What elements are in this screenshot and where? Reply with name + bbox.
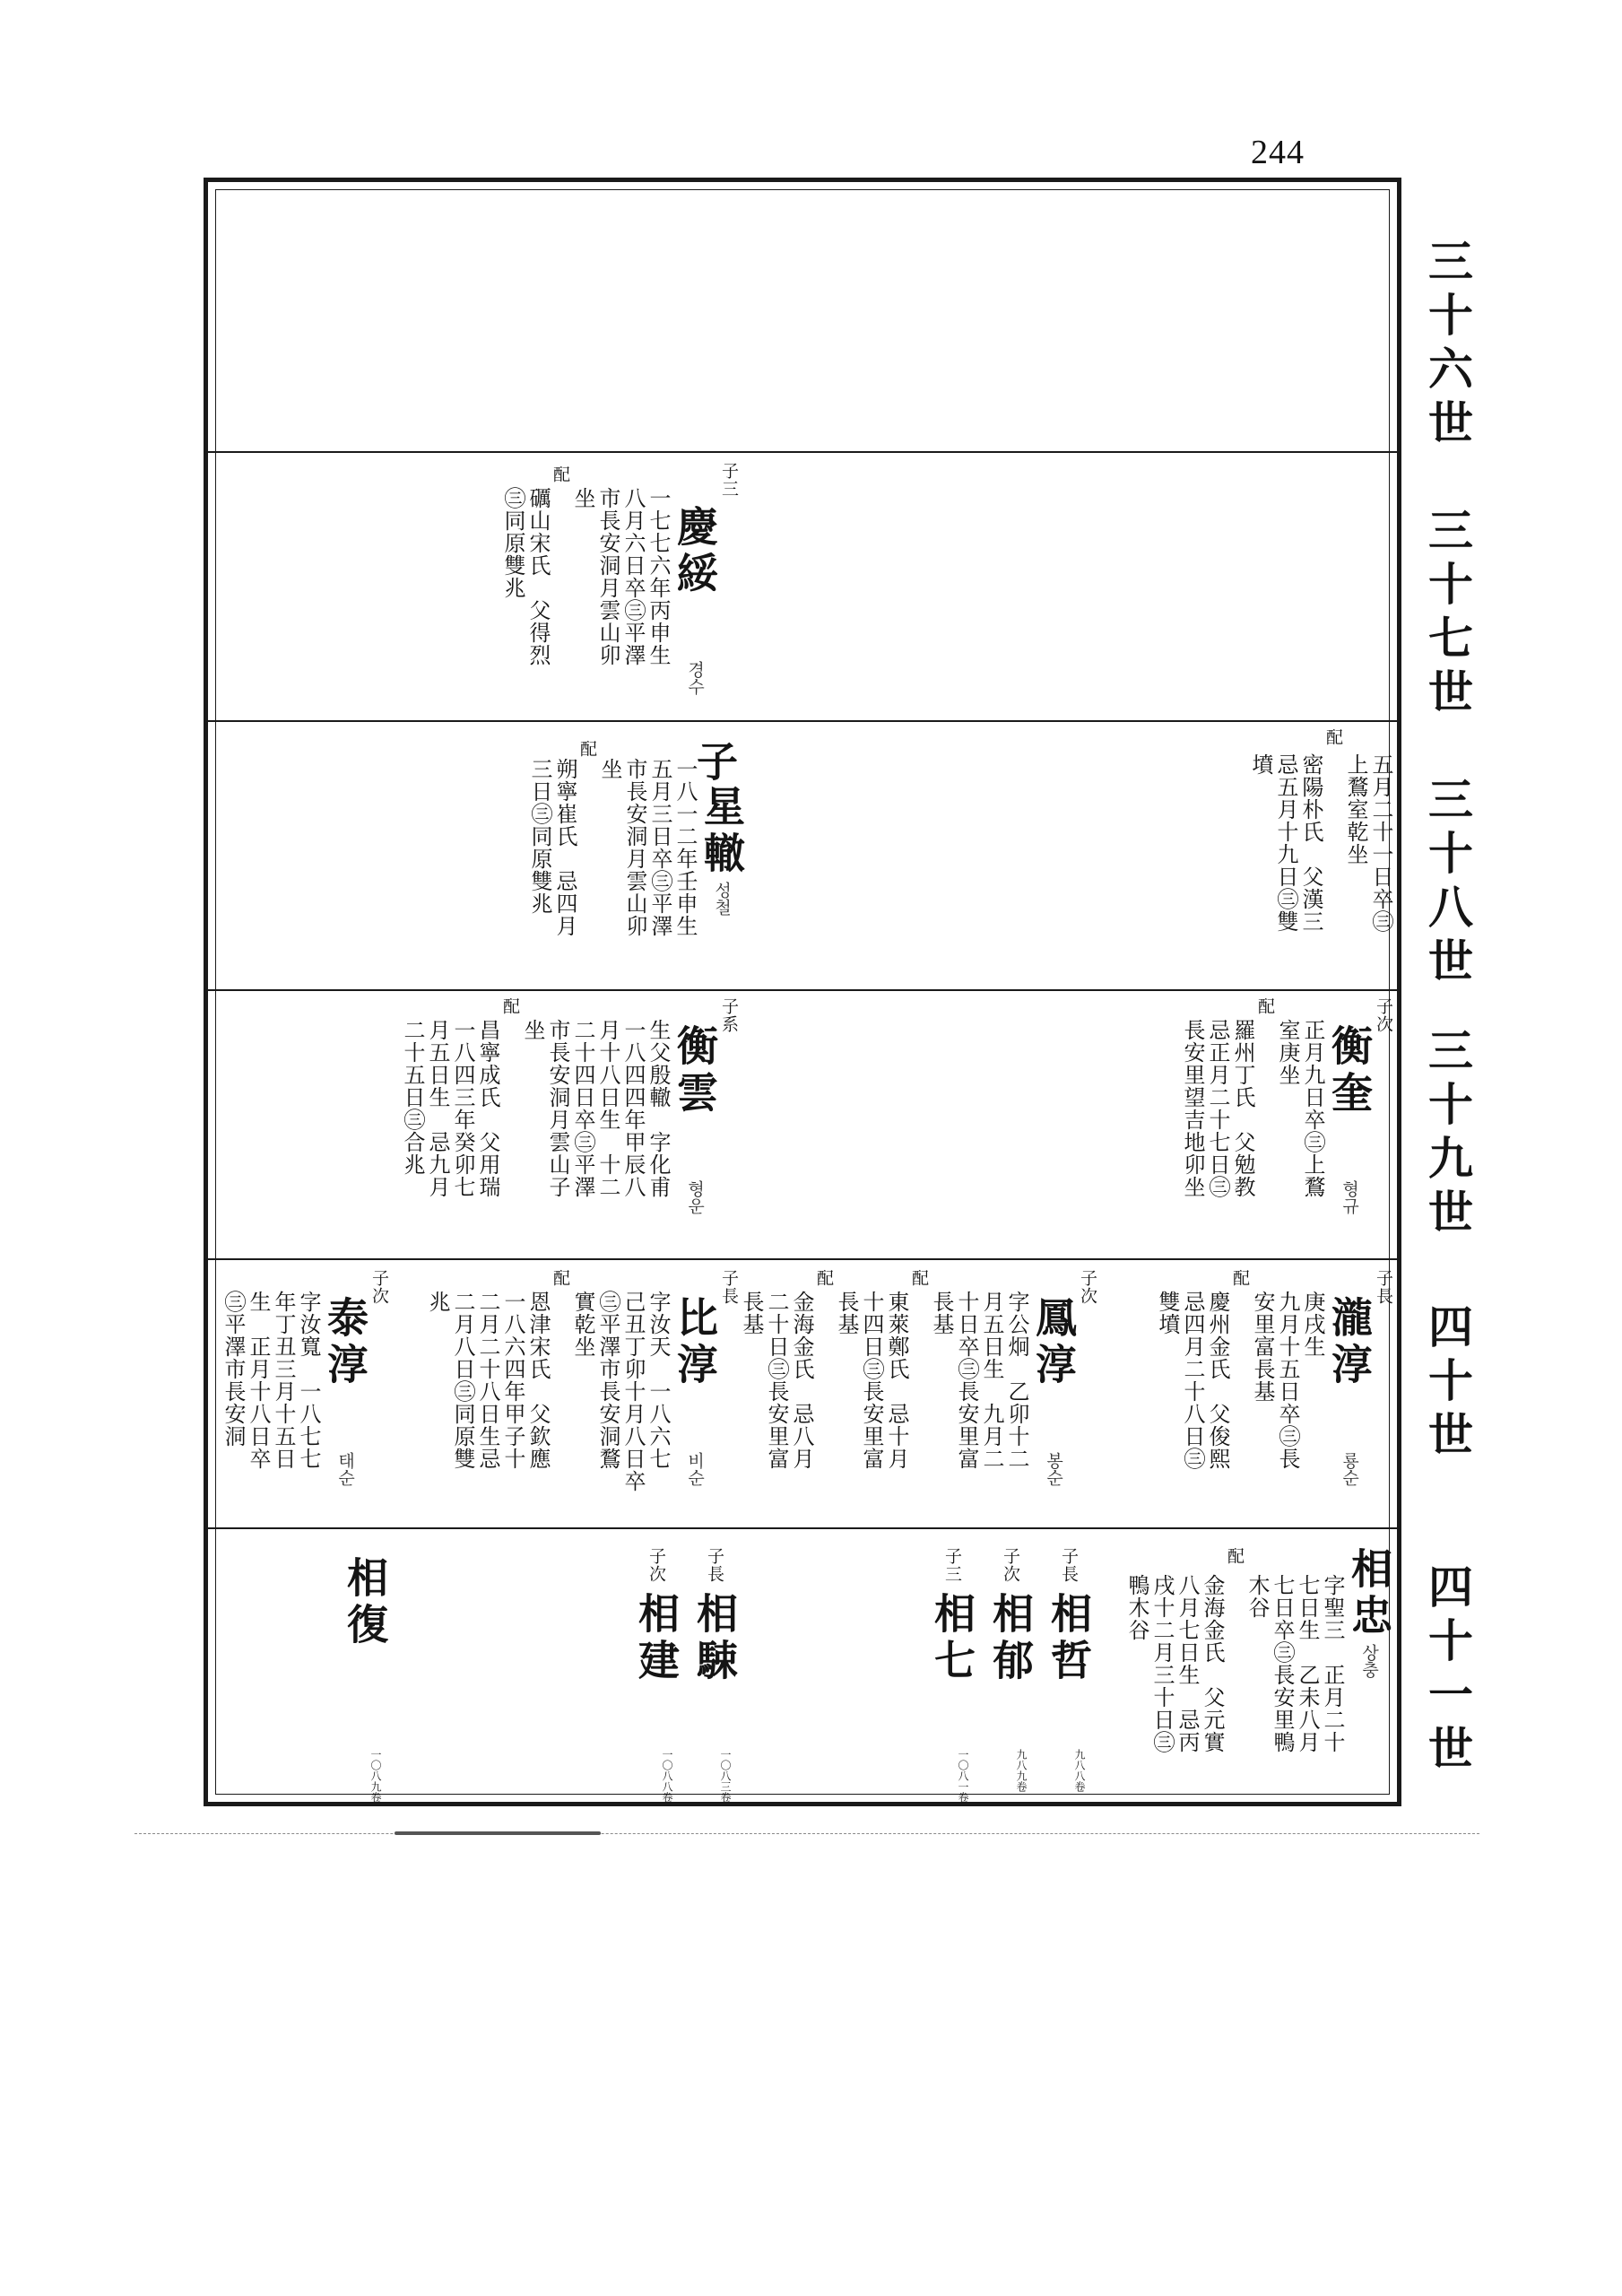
relation-label: 子長 <box>1059 1547 1079 1583</box>
record-line: 二月二十八日生忌 <box>475 1291 500 1470</box>
person-name: 相駷 <box>690 1592 739 1685</box>
generation-char: 三 <box>1428 1024 1473 1077</box>
spouse-marker: 配 <box>551 1269 570 1287</box>
hangul-reading: 룡순 <box>1340 1452 1359 1486</box>
record-line: 己丑丁卯十月八日卒 <box>620 1291 646 1492</box>
record-line: 羅州丁氏 父勉教 <box>1230 1019 1255 1198</box>
volume-reference: 一〇八一卷 <box>957 1749 969 1803</box>
spouse-marker: 配 <box>551 465 570 483</box>
hangul-reading: 형운 <box>685 1180 705 1214</box>
spouse-marker: 配 <box>909 1269 929 1287</box>
record-line: 五月二十一日卒㊂ <box>1368 753 1393 933</box>
spouse-marker: 配 <box>814 1269 834 1287</box>
hangul-reading: 경수 <box>685 661 705 695</box>
spouse-marker: 配 <box>1230 1269 1250 1287</box>
hangul-reading: 상충 <box>1359 1644 1379 1678</box>
record-line: 庚戌生 <box>1300 1291 1325 1358</box>
record-line: 朔寧崔氏 忌四月 <box>552 758 577 937</box>
relation-label: 子次 <box>1001 1547 1020 1583</box>
person-name: 衡雲 <box>671 1024 719 1118</box>
generation-label-38 <box>1415 773 1487 988</box>
record-line: 二十日㊂長安里富 <box>764 1291 789 1470</box>
row-divider <box>204 1527 1401 1529</box>
person-entry <box>632 1547 681 1803</box>
person-entry <box>928 1547 976 1803</box>
record-line: 戌十二月三十日㊂ <box>1149 1574 1175 1753</box>
record-line: 長基 <box>834 1291 859 1335</box>
volume-reference: 九八九卷 <box>1015 1749 1028 1792</box>
person-name: 比淳 <box>671 1296 719 1389</box>
record-line: 坐 <box>520 1019 545 1041</box>
record-line: 市長安洞月雲山卯 <box>622 758 647 937</box>
hangul-reading: 비순 <box>685 1452 705 1486</box>
person-name: 相建 <box>632 1592 681 1685</box>
record-line: 七日卒㊂長安里鴨 <box>1270 1574 1295 1753</box>
record-line: 密陽朴氏 父漢三 <box>1298 753 1323 933</box>
person-name-block <box>671 462 739 695</box>
record-line: 一八四三年癸卯七 <box>450 1019 475 1198</box>
record-line: 坐 <box>597 758 622 780</box>
record-line: 忌正月二十七日㊂ <box>1205 1019 1230 1198</box>
record-line: 月十八日生 十二 <box>595 1019 620 1198</box>
relation-label: 子次 <box>369 1269 389 1305</box>
generation-char: 四 <box>1428 1561 1473 1613</box>
person-entry <box>425 1269 739 1492</box>
generation-char: 八 <box>1428 881 1473 934</box>
relation-label: 子三 <box>942 1547 962 1583</box>
person-entry <box>1124 1547 1393 1753</box>
person-entry <box>986 1547 1035 1792</box>
record-line: 十日卒㊂長安里富 <box>954 1291 979 1470</box>
volume-reference: 一〇八三卷 <box>719 1749 732 1803</box>
generation-char: 世 <box>1428 935 1473 987</box>
generation-label-41 <box>1415 1561 1487 1776</box>
generation-char: 三 <box>1428 773 1473 826</box>
person-entry <box>1248 728 1393 933</box>
record-line: 二十四日卒㊂平澤 <box>570 1019 595 1198</box>
hangul-reading: 형규 <box>1340 1180 1359 1214</box>
person-entry <box>1045 1547 1093 1792</box>
record-line: 鴨木谷 <box>1124 1574 1149 1641</box>
person-entry <box>221 1269 389 1486</box>
generation-char: 四 <box>1428 1300 1473 1353</box>
record-line: 木谷 <box>1245 1574 1270 1619</box>
record-line: 實乾坐 <box>570 1291 595 1358</box>
person-name: 星轍 <box>698 785 746 878</box>
spouse-marker: 配 <box>1323 728 1343 746</box>
generation-char: 世 <box>1428 1186 1473 1239</box>
relation-label: 子次 <box>1078 1269 1097 1305</box>
person-name: 相七 <box>928 1592 976 1685</box>
record-line: 字聖三 正月二十 <box>1320 1574 1345 1753</box>
generation-char: 十 <box>1428 558 1473 611</box>
record-line: 東萊鄭氏 忌十月 <box>884 1291 909 1470</box>
generation-char: 十 <box>1428 1354 1473 1407</box>
person-entry <box>527 740 746 937</box>
generation-char: 世 <box>1428 1408 1473 1461</box>
record-line: 字汝寬 一八七七 <box>296 1291 321 1470</box>
record-line: 七日生 乙未八月 <box>1295 1574 1320 1753</box>
record-line: 礪山宋氏 父得烈 <box>525 487 551 666</box>
record-line: 一八一二年壬申生 <box>672 758 698 937</box>
scan-artifact-line <box>134 1833 1479 1839</box>
record-line: 正月九日卒㊂上鶩 <box>1300 1019 1325 1198</box>
record-line: 雙墳 <box>1155 1291 1180 1335</box>
hangul-reading: 태순 <box>335 1452 355 1486</box>
relation-label: 子長 <box>1374 1269 1393 1305</box>
generation-char: 三 <box>1428 504 1473 557</box>
generation-label-37 <box>1415 504 1487 719</box>
generation-char: 十 <box>1428 289 1473 342</box>
record-line: 八月七日生 忌丙 <box>1175 1574 1200 1753</box>
record-line: 市長安洞月雲山卯 <box>595 487 620 666</box>
record-line: 五月三日卒㊂平澤 <box>647 758 672 937</box>
generation-char: 世 <box>1428 1722 1473 1775</box>
person-name: 相郁 <box>986 1592 1035 1685</box>
person-name: 瀧淳 <box>1325 1296 1374 1389</box>
relation-label: 子系 <box>719 997 739 1033</box>
relation-label: 子次 <box>646 1547 666 1583</box>
record-line: 生 正月十八日卒 <box>246 1291 271 1470</box>
generation-char: 一 <box>1428 1668 1473 1721</box>
generation-char: 三 <box>1428 235 1473 288</box>
record-line: 市長安洞月雲山子 <box>545 1019 570 1198</box>
record-line: 安里富長基 <box>1250 1291 1275 1403</box>
generation-label-40 <box>1415 1300 1487 1462</box>
record-line: 長基 <box>739 1291 764 1335</box>
record-line: ㊂同原雙兆 <box>500 487 525 599</box>
person-name: 相哲 <box>1045 1592 1093 1685</box>
record-line: 室庚坐 <box>1275 1019 1300 1086</box>
record-line: 十四日㊂長安里富 <box>859 1291 884 1470</box>
generation-char: 十 <box>1428 827 1473 880</box>
record-line: 長安里望吉地卯坐 <box>1180 1019 1205 1198</box>
record-line: 生父殷轍 字化甫 <box>646 1019 671 1198</box>
record-line: 二月八日㊂同原雙 <box>450 1291 475 1470</box>
person-name: 慶綏 <box>671 505 719 598</box>
record-line: 墳 <box>1248 753 1273 776</box>
hangul-reading: 봉순 <box>1044 1452 1063 1486</box>
record-line: 二十五日㊂合兆 <box>400 1019 425 1176</box>
record-line: 昌寧成氏 父用瑞 <box>475 1019 500 1198</box>
person-name: 鳳淳 <box>1029 1296 1078 1389</box>
record-line: 忌四月二十八日㊂ <box>1180 1291 1205 1470</box>
generation-char: 十 <box>1428 1614 1473 1667</box>
record-line: ㊂平澤市長安洞 <box>221 1291 246 1448</box>
record-line: 一八四四年甲辰八 <box>620 1019 646 1198</box>
spouse-marker: 配 <box>577 740 597 758</box>
record-line: ㊂平澤市長安洞鶩 <box>595 1291 620 1470</box>
page-number: 244 <box>1251 134 1305 171</box>
record-line: 兆 <box>425 1291 450 1313</box>
generation-char: 世 <box>1428 665 1473 718</box>
person-name: 相忠 <box>1345 1547 1393 1640</box>
record-line: 一八六四年甲子十 <box>500 1291 525 1470</box>
relation-label: 子三 <box>719 462 739 498</box>
person-name: 衡奎 <box>1325 1024 1374 1118</box>
volume-reference: 一〇八八卷 <box>661 1749 673 1803</box>
record-line: 字公炯 乙卯十二 <box>1004 1291 1029 1470</box>
spouse-marker: 配 <box>1255 997 1275 1015</box>
generation-char: 世 <box>1428 396 1473 449</box>
person-entry <box>500 462 739 695</box>
volume-reference: 一〇八九卷 <box>369 1749 382 1803</box>
row-divider <box>204 451 1401 453</box>
spouse-marker: 配 <box>1225 1547 1245 1565</box>
relation-label: 子長 <box>705 1547 724 1583</box>
generation-label-39 <box>1415 1024 1487 1239</box>
record-line: 金海金氏 忌八月 <box>789 1291 814 1470</box>
hangul-reading: 성철 <box>712 882 732 916</box>
record-line: 金海金氏 父元實 <box>1200 1574 1225 1753</box>
volume-reference: 九八八卷 <box>1073 1749 1086 1792</box>
person-entry <box>1155 1269 1393 1486</box>
person-entry <box>739 1269 1097 1486</box>
person-entry <box>690 1547 739 1803</box>
record-line: 字汝天 一八六七 <box>646 1291 671 1470</box>
person-entry <box>400 997 739 1214</box>
generation-char: 十 <box>1428 1078 1473 1131</box>
record-line: 忌五月十九日㊂雙 <box>1273 753 1298 933</box>
row-divider <box>204 989 1401 991</box>
generation-char: 六 <box>1428 343 1473 396</box>
row-divider <box>204 1258 1401 1260</box>
person-name: 相復 <box>341 1556 389 1649</box>
record-line: 月五日生 九月二 <box>979 1291 1004 1470</box>
generation-char: 九 <box>1428 1132 1473 1185</box>
record-line: 八月六日卒㊂平澤 <box>620 487 646 666</box>
record-line: 月五日生 忌九月 <box>425 1019 450 1198</box>
person-entry <box>1180 997 1393 1214</box>
record-line: 坐 <box>570 487 595 509</box>
relation-label: 子次 <box>1374 997 1393 1033</box>
record-line: 年丁丑三月十五日 <box>271 1291 296 1470</box>
person-name: 泰淳 <box>321 1296 369 1389</box>
record-line: 恩津宋氏 父欽應 <box>525 1291 551 1470</box>
relation-label: 子長 <box>719 1269 739 1305</box>
person-name: 子 <box>690 740 739 787</box>
spouse-marker: 配 <box>500 997 520 1015</box>
generation-label-36 <box>1415 235 1487 450</box>
record-line: 慶州金氏 父俊熙 <box>1205 1291 1230 1470</box>
record-line: 一七七六年丙申生 <box>646 487 671 666</box>
generation-char: 七 <box>1428 612 1473 665</box>
record-line: 九月十五日卒㊂長 <box>1275 1291 1300 1470</box>
person-entry <box>341 1547 389 1803</box>
record-line: 三日㊂同原雙兆 <box>527 758 552 915</box>
row-divider <box>204 720 1401 722</box>
record-line: 上鶩室乾坐 <box>1343 753 1368 865</box>
record-line: 長基 <box>929 1291 954 1335</box>
